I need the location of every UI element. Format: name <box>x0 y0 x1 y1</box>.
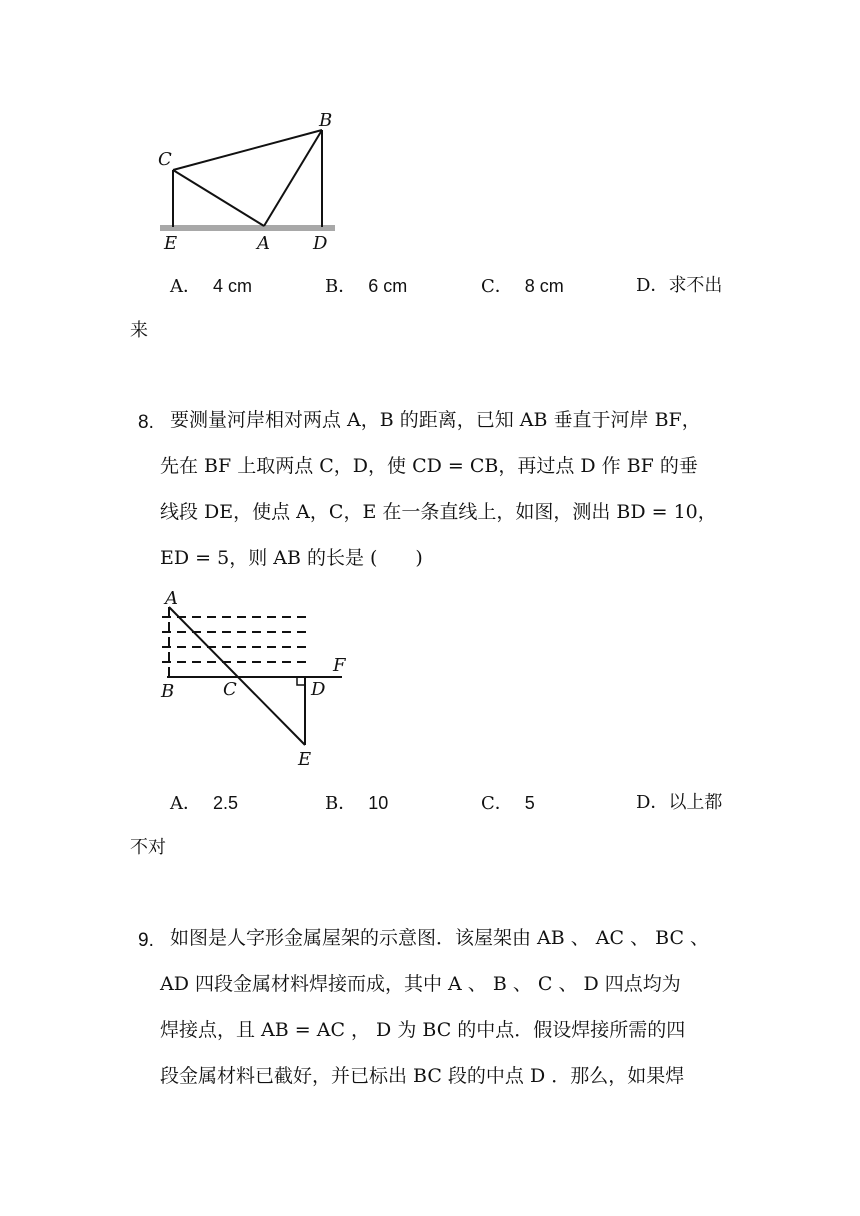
q8-option-wrap: 不对 <box>130 837 166 858</box>
q9-line-1: 如图是人字形金属屋架的示意图．该屋架由 AB 、 AC 、 BC 、 <box>170 927 710 949</box>
q7-option-d-value: 求不出 <box>668 275 723 296</box>
q7-option-b-value: 6 cm <box>368 276 408 296</box>
q8-line-3: 线段 DE，使点 A，C，E 在一条直线上，如图，测出 BD = 10， <box>160 501 717 523</box>
right-angle-mark <box>297 677 305 685</box>
q8-number: 8. <box>138 412 154 433</box>
label-f: F <box>333 655 346 676</box>
q8-option-c: C． 5 <box>481 793 535 814</box>
q8-text <box>160 409 750 591</box>
label-a: A <box>257 233 270 254</box>
label-c: C <box>158 149 172 170</box>
label-c: C <box>223 679 237 700</box>
q7-option-wrap: 来 <box>130 320 148 341</box>
q9-line-2: AD 四段金属材料焊接而成，其中 A 、 B 、 C 、 D 四点均为 <box>160 973 681 995</box>
ground-strip <box>160 225 335 231</box>
label-a: A <box>165 588 178 609</box>
q8-option-d: D．以上都 <box>636 792 723 813</box>
q7-option-a: A． 4 cm <box>170 276 253 297</box>
label-b: B <box>319 110 333 131</box>
q7-figure <box>150 105 350 255</box>
q9-text <box>160 927 750 1109</box>
q8-line-4: ED = 5，则 AB 的长是 ( ) <box>160 547 423 569</box>
q7-option-b: B． 6 cm <box>325 276 408 297</box>
q8-option-b-value: 10 <box>368 793 389 813</box>
q8-option-a: A． 2.5 <box>170 793 239 814</box>
q7-option-c: C． 8 cm <box>481 276 564 297</box>
label-e: E <box>298 749 312 770</box>
q8-option-d-value: 以上都 <box>668 792 723 813</box>
segment-cb <box>173 130 322 170</box>
label-e: E <box>164 233 178 254</box>
q8-option-c-value: 5 <box>524 793 535 813</box>
q8-figure <box>150 585 360 770</box>
q9-line-4: 段金属材料已截好，并已标出 BC 段的中点 D ．那么，如果焊 <box>160 1065 685 1087</box>
segment-ab <box>264 130 322 226</box>
q8-option-a-value: 2.5 <box>213 793 239 813</box>
q9-line-3: 焊接点，且 AB = AC ， D 为 BC 的中点．假设焊接所需的四 <box>160 1019 686 1041</box>
label-d: D <box>313 233 328 254</box>
segment-ca <box>173 170 264 226</box>
label-d: D <box>311 679 326 700</box>
q8-line-1: 要测量河岸相对两点 A，B 的距离，已知 AB 垂直于河岸 BF， <box>170 409 701 431</box>
q8-option-b: B． 10 <box>325 793 389 814</box>
q7-option-c-value: 8 cm <box>524 276 564 296</box>
q9-number: 9. <box>138 930 154 951</box>
q8-line-2: 先在 BF 上取两点 C，D，使 CD = CB，再过点 D 作 BF 的垂 <box>160 455 698 477</box>
label-b: B <box>161 681 175 702</box>
q7-option-d: D．求不出 <box>636 275 723 296</box>
q7-option-a-value: 4 cm <box>213 276 253 296</box>
